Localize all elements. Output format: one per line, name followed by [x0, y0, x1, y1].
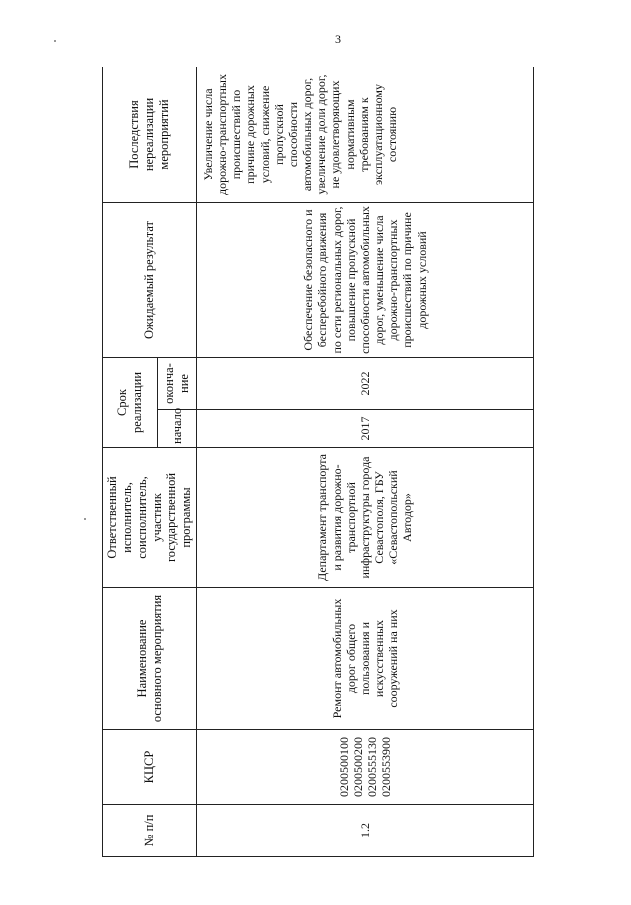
cell-responsible: Департамент транспорта и развития дорожно-транспортной инфраструктуры города Севастополя, ГБУ «Севастопольский Автодор»: [197, 448, 534, 588]
kcsr-code: 0200553900: [379, 737, 394, 797]
scan-speck: [84, 518, 86, 520]
kcsr-code: 0200555130: [365, 737, 379, 797]
header-period-start: начало: [158, 410, 197, 448]
header-kcsr: КЦСР: [103, 730, 197, 805]
measures-table: [102, 67, 534, 857]
table-row: [197, 67, 534, 857]
cell-consequences: Увеличение числа дорожно-транспортных происшествий по причине дорожных условий, снижение пропускной способности автомобильных дорог, увеличение доли дорог, не удовлетворяющих нормативным требованиям к эксплуатационному состоянию: [197, 67, 534, 202]
header-responsible: Ответственный исполнитель, соисполнитель, участник государственной программы: [103, 448, 197, 588]
cell-kcsr: [197, 730, 534, 805]
header-period-end: оконча-ние: [158, 357, 197, 409]
header-num: № п/п: [103, 805, 197, 857]
header-name: Наименование основного мероприятия: [103, 588, 197, 730]
header-consequences: Последствия нереализации мероприятий: [103, 67, 197, 202]
cell-name: Ремонт автомобильных дорог общего пользования и искусственных сооружений на них: [197, 588, 534, 730]
kcsr-code: 0200500200: [350, 737, 365, 797]
page-number: 3: [335, 32, 341, 46]
kcsr-code: 0200500100: [336, 737, 351, 797]
header-expected: Ожидаемый результат: [103, 202, 197, 357]
cell-end: 2022: [197, 357, 534, 409]
cell-start: 2017: [197, 410, 534, 448]
scan-speck: [54, 40, 56, 42]
cell-num: 1.2: [197, 805, 534, 857]
cell-expected: Обеспечение безопасного и бесперебойного движения по сети региональных дорог, повышение пропускной способности автомобильных дорог, уменьшение числа дорожно-транспортных происшествий по причине дорожных условий: [197, 202, 534, 357]
header-period: Срок реализации: [103, 357, 158, 447]
header-row: [103, 67, 158, 857]
table-container: [102, 67, 534, 857]
